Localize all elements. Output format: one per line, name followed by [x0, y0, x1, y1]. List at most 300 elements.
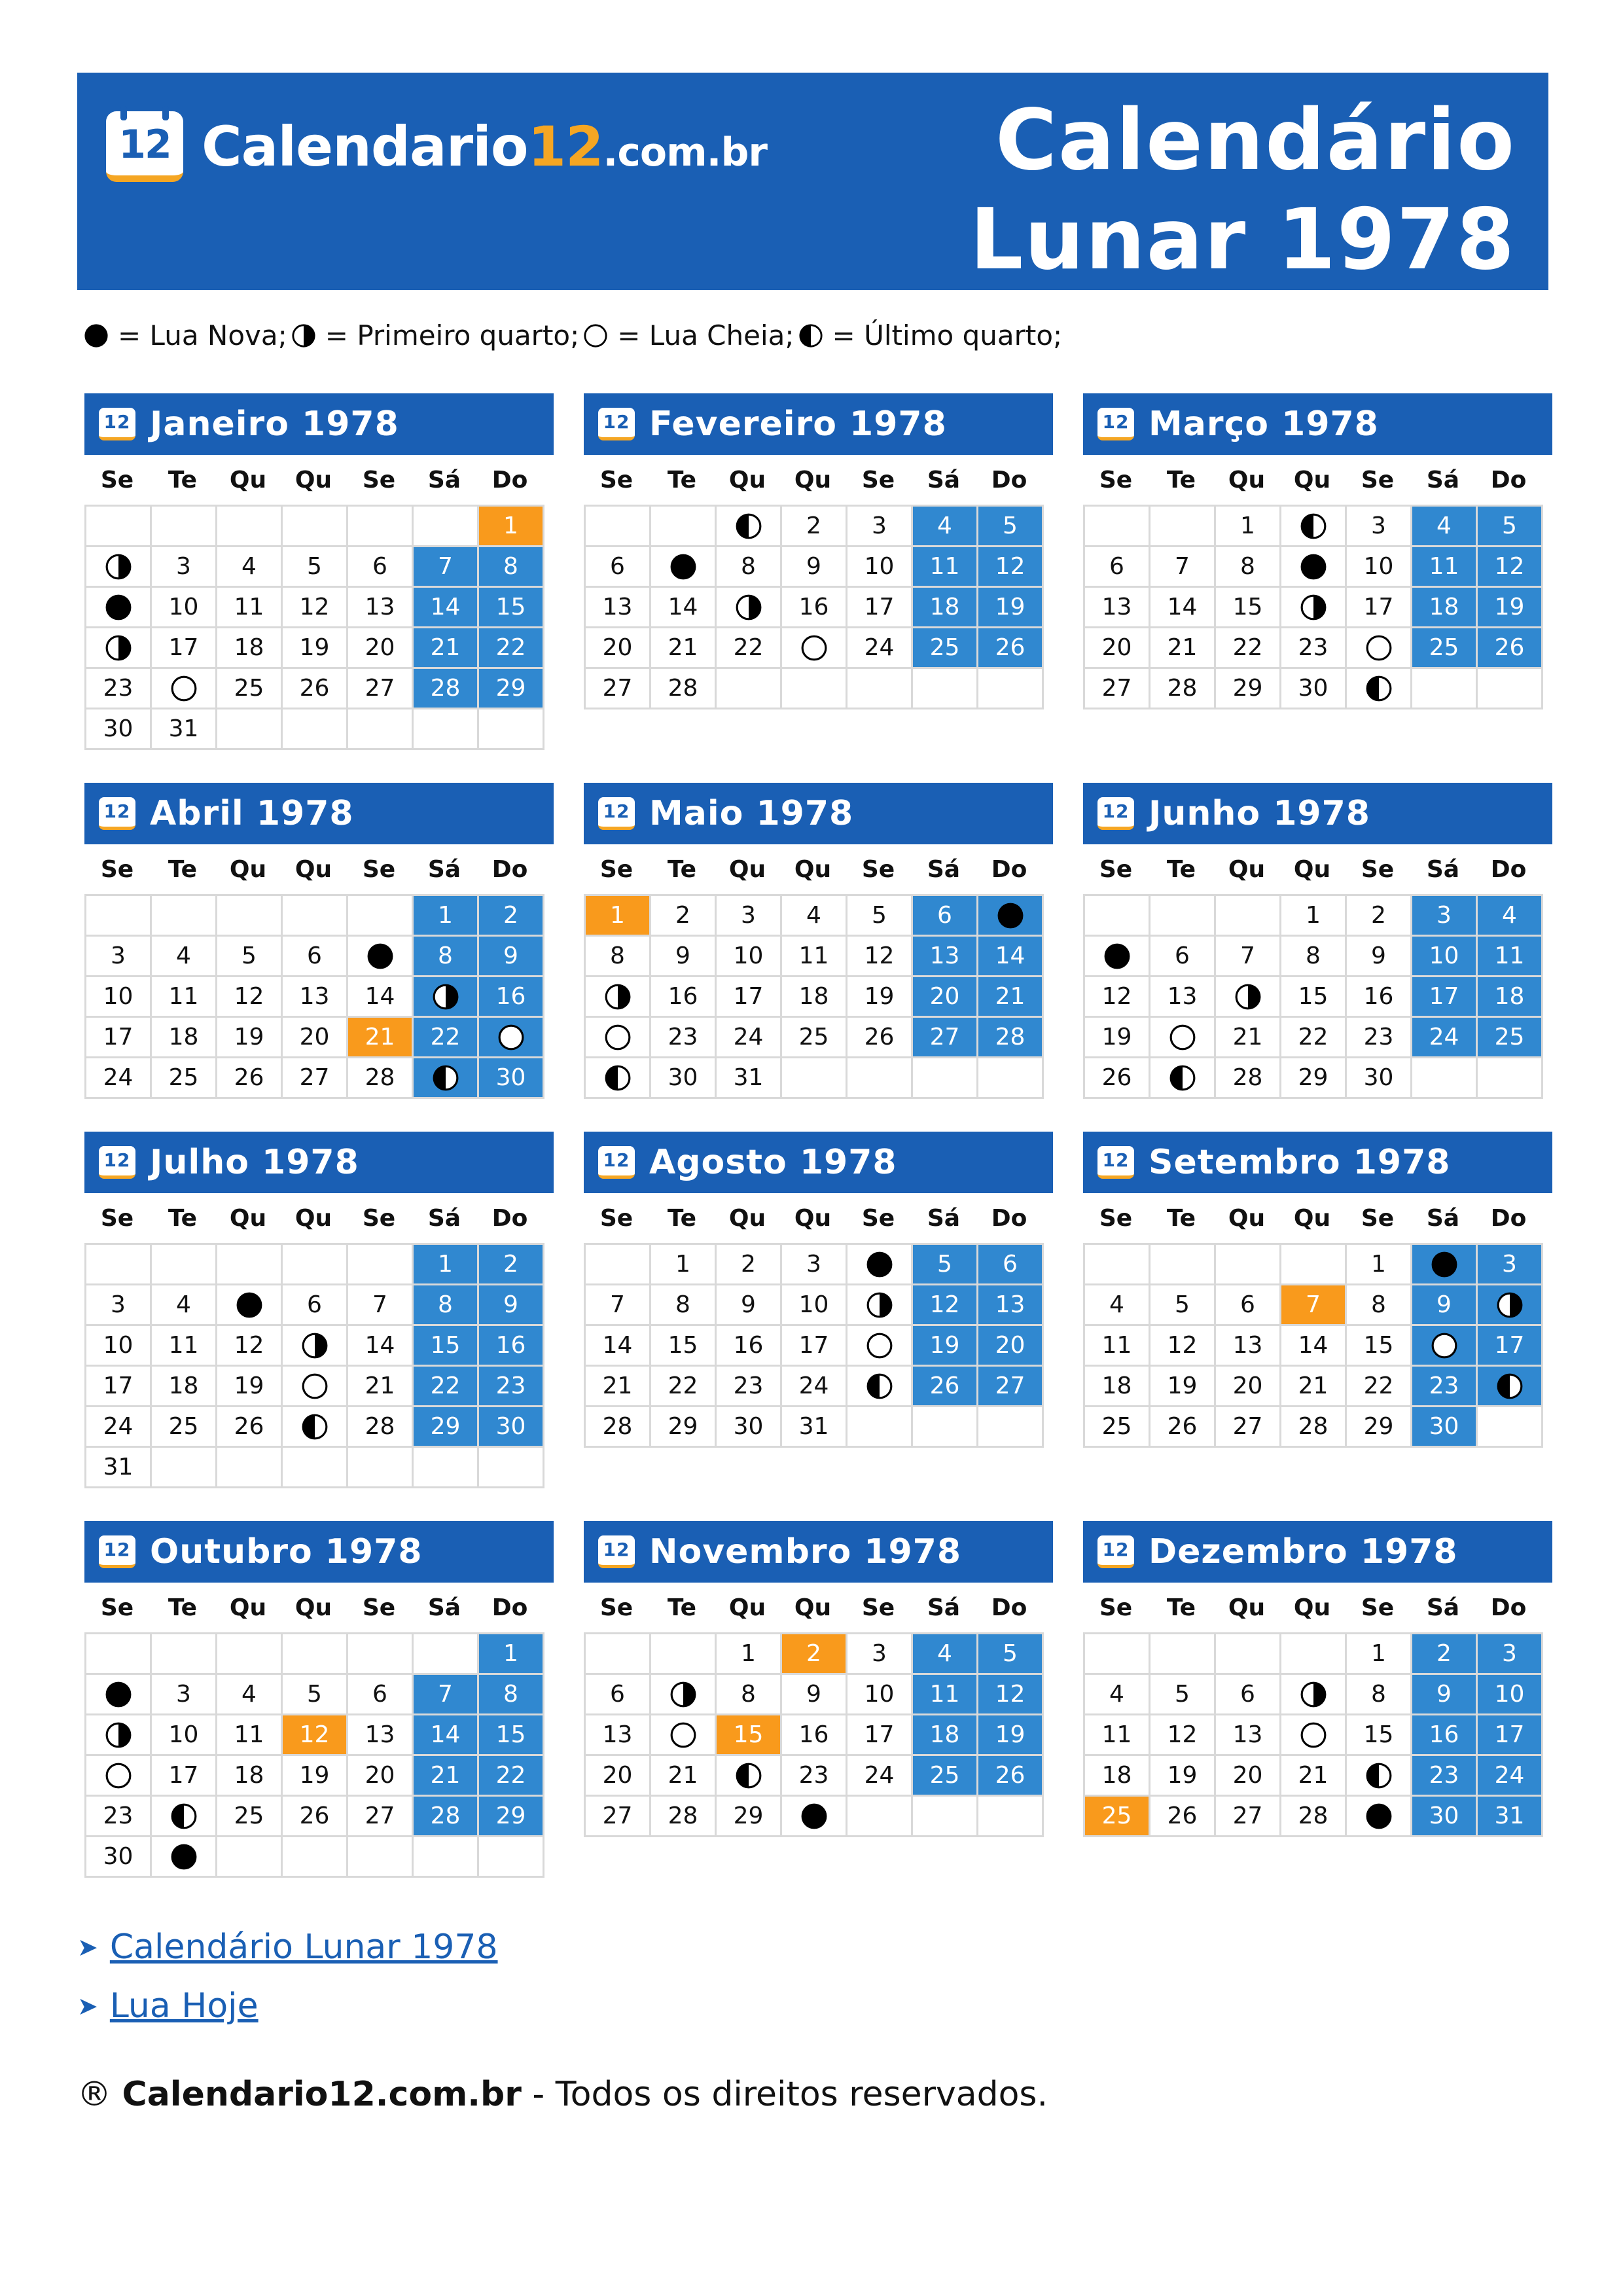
day-cell[interactable]: 27 — [586, 669, 651, 709]
day-cell[interactable]: 20 — [586, 1756, 651, 1797]
day-cell[interactable]: 8 — [651, 1285, 717, 1326]
day-cell[interactable]: 22 — [717, 628, 782, 669]
day-cell[interactable]: 27 — [586, 1797, 651, 1837]
day-cell[interactable]: 21 — [1216, 1018, 1281, 1058]
day-cell[interactable]: 5 — [283, 1675, 348, 1715]
day-cell[interactable] — [1150, 1058, 1216, 1099]
day-cell[interactable]: 28 — [348, 1407, 414, 1448]
day-cell[interactable] — [978, 896, 1044, 937]
day-cell[interactable] — [152, 1837, 217, 1878]
day-cell[interactable]: 11 — [217, 1715, 283, 1756]
day-cell[interactable]: 12 — [847, 937, 913, 977]
day-cell[interactable]: 9 — [1347, 937, 1412, 977]
day-cell[interactable]: 23 — [782, 1756, 847, 1797]
day-cell[interactable]: 12 — [978, 1675, 1044, 1715]
day-cell[interactable] — [1347, 669, 1412, 709]
day-cell[interactable]: 26 — [1085, 1058, 1150, 1099]
day-cell[interactable]: 27 — [348, 669, 414, 709]
day-cell[interactable] — [1347, 1756, 1412, 1797]
day-cell[interactable]: 7 — [348, 1285, 414, 1326]
day-cell[interactable]: 12 — [1478, 547, 1543, 588]
day-cell[interactable]: 10 — [847, 1675, 913, 1715]
day-cell[interactable]: 5 — [1150, 1285, 1216, 1326]
day-cell[interactable]: 3 — [86, 1285, 152, 1326]
day-cell[interactable]: 17 — [86, 1367, 152, 1407]
day-cell[interactable]: 27 — [978, 1367, 1044, 1407]
day-cell[interactable]: 14 — [1150, 588, 1216, 628]
day-cell[interactable]: 26 — [217, 1407, 283, 1448]
day-cell[interactable]: 13 — [978, 1285, 1044, 1326]
day-cell[interactable]: 10 — [782, 1285, 847, 1326]
day-cell[interactable]: 9 — [479, 1285, 544, 1326]
day-cell[interactable]: 16 — [651, 977, 717, 1018]
day-cell[interactable]: 7 — [414, 1675, 479, 1715]
day-cell[interactable] — [283, 1407, 348, 1448]
day-cell[interactable]: 14 — [348, 1326, 414, 1367]
day-cell[interactable]: 16 — [717, 1326, 782, 1367]
day-cell[interactable] — [86, 1756, 152, 1797]
day-cell[interactable]: 11 — [913, 1675, 978, 1715]
day-cell[interactable]: 17 — [1478, 1326, 1543, 1367]
day-cell[interactable]: 15 — [1281, 977, 1347, 1018]
day-cell[interactable]: 26 — [1150, 1407, 1216, 1448]
day-cell[interactable]: 3 — [1478, 1634, 1543, 1675]
day-cell[interactable]: 28 — [651, 1797, 717, 1837]
day-cell[interactable]: 1 — [414, 1245, 479, 1285]
day-cell[interactable]: 17 — [1412, 977, 1478, 1018]
day-cell[interactable]: 18 — [1085, 1756, 1150, 1797]
day-cell[interactable]: 7 — [414, 547, 479, 588]
day-cell[interactable]: 26 — [978, 1756, 1044, 1797]
link-moon-today[interactable]: Lua Hoje — [109, 1986, 259, 2026]
day-cell[interactable] — [479, 1018, 544, 1058]
day-cell[interactable]: 8 — [414, 1285, 479, 1326]
day-cell[interactable] — [1085, 937, 1150, 977]
day-cell[interactable]: 6 — [348, 547, 414, 588]
day-cell[interactable]: 28 — [1216, 1058, 1281, 1099]
day-cell[interactable]: 12 — [283, 1715, 348, 1756]
day-cell[interactable]: 21 — [1281, 1756, 1347, 1797]
day-cell[interactable] — [1150, 1018, 1216, 1058]
day-cell[interactable]: 9 — [717, 1285, 782, 1326]
day-cell[interactable]: 21 — [651, 1756, 717, 1797]
day-cell[interactable]: 13 — [1216, 1715, 1281, 1756]
day-cell[interactable] — [782, 628, 847, 669]
day-cell[interactable]: 4 — [1085, 1675, 1150, 1715]
day-cell[interactable]: 15 — [479, 1715, 544, 1756]
day-cell[interactable]: 20 — [586, 628, 651, 669]
day-cell[interactable]: 10 — [86, 977, 152, 1018]
day-cell[interactable]: 11 — [217, 588, 283, 628]
day-cell[interactable]: 25 — [217, 1797, 283, 1837]
day-cell[interactable]: 25 — [782, 1018, 847, 1058]
day-cell[interactable]: 8 — [717, 547, 782, 588]
day-cell[interactable]: 20 — [913, 977, 978, 1018]
day-cell[interactable]: 6 — [586, 1675, 651, 1715]
day-cell[interactable]: 20 — [348, 1756, 414, 1797]
day-cell[interactable]: 29 — [479, 1797, 544, 1837]
day-cell[interactable]: 10 — [152, 1715, 217, 1756]
day-cell[interactable]: 1 — [479, 507, 544, 547]
day-cell[interactable]: 19 — [913, 1326, 978, 1367]
day-cell[interactable]: 26 — [283, 1797, 348, 1837]
day-cell[interactable]: 7 — [586, 1285, 651, 1326]
day-cell[interactable]: 11 — [1085, 1326, 1150, 1367]
day-cell[interactable]: 15 — [414, 1326, 479, 1367]
day-cell[interactable]: 21 — [414, 1756, 479, 1797]
day-cell[interactable]: 28 — [586, 1407, 651, 1448]
day-cell[interactable]: 5 — [978, 507, 1044, 547]
day-cell[interactable]: 9 — [782, 1675, 847, 1715]
day-cell[interactable]: 7 — [1216, 937, 1281, 977]
day-cell[interactable] — [717, 588, 782, 628]
day-cell[interactable]: 8 — [479, 1675, 544, 1715]
day-cell[interactable]: 25 — [1478, 1018, 1543, 1058]
day-cell[interactable] — [86, 628, 152, 669]
day-cell[interactable]: 17 — [717, 977, 782, 1018]
day-cell[interactable] — [1347, 628, 1412, 669]
day-cell[interactable]: 8 — [1347, 1285, 1412, 1326]
day-cell[interactable]: 6 — [586, 547, 651, 588]
day-cell[interactable]: 2 — [479, 1245, 544, 1285]
day-cell[interactable] — [86, 547, 152, 588]
day-cell[interactable]: 12 — [217, 1326, 283, 1367]
day-cell[interactable]: 24 — [86, 1058, 152, 1099]
day-cell[interactable]: 17 — [847, 1715, 913, 1756]
day-cell[interactable]: 18 — [1478, 977, 1543, 1018]
day-cell[interactable]: 12 — [1085, 977, 1150, 1018]
day-cell[interactable]: 14 — [651, 588, 717, 628]
day-cell[interactable]: 12 — [283, 588, 348, 628]
day-cell[interactable]: 3 — [152, 1675, 217, 1715]
day-cell[interactable]: 17 — [1478, 1715, 1543, 1756]
day-cell[interactable]: 10 — [1347, 547, 1412, 588]
day-cell[interactable] — [283, 1367, 348, 1407]
day-cell[interactable]: 15 — [651, 1326, 717, 1367]
day-cell[interactable]: 26 — [847, 1018, 913, 1058]
day-cell[interactable]: 25 — [1412, 628, 1478, 669]
day-cell[interactable]: 26 — [913, 1367, 978, 1407]
day-cell[interactable]: 4 — [1085, 1285, 1150, 1326]
day-cell[interactable]: 22 — [414, 1018, 479, 1058]
day-cell[interactable]: 28 — [348, 1058, 414, 1099]
day-cell[interactable]: 26 — [1478, 628, 1543, 669]
day-cell[interactable]: 16 — [479, 977, 544, 1018]
day-cell[interactable]: 25 — [1085, 1407, 1150, 1448]
day-cell[interactable]: 18 — [1085, 1367, 1150, 1407]
day-cell[interactable]: 10 — [1478, 1675, 1543, 1715]
day-cell[interactable]: 18 — [1412, 588, 1478, 628]
day-cell[interactable]: 3 — [717, 896, 782, 937]
day-cell[interactable]: 14 — [978, 937, 1044, 977]
day-cell[interactable]: 1 — [479, 1634, 544, 1675]
day-cell[interactable]: 22 — [479, 628, 544, 669]
day-cell[interactable]: 6 — [283, 1285, 348, 1326]
day-cell[interactable]: 31 — [1478, 1797, 1543, 1837]
day-cell[interactable]: 25 — [913, 628, 978, 669]
day-cell[interactable]: 28 — [414, 669, 479, 709]
day-cell[interactable]: 4 — [913, 507, 978, 547]
day-cell[interactable]: 3 — [1347, 507, 1412, 547]
day-cell[interactable]: 4 — [782, 896, 847, 937]
day-cell[interactable]: 21 — [1150, 628, 1216, 669]
day-cell[interactable]: 24 — [1412, 1018, 1478, 1058]
day-cell[interactable]: 13 — [586, 588, 651, 628]
day-cell[interactable]: 5 — [1150, 1675, 1216, 1715]
day-cell[interactable]: 24 — [717, 1018, 782, 1058]
day-cell[interactable]: 30 — [1412, 1797, 1478, 1837]
day-cell[interactable]: 27 — [1216, 1407, 1281, 1448]
day-cell[interactable]: 23 — [86, 669, 152, 709]
day-cell[interactable]: 13 — [1216, 1326, 1281, 1367]
day-cell[interactable]: 8 — [586, 937, 651, 977]
day-cell[interactable]: 11 — [1412, 547, 1478, 588]
day-cell[interactable]: 22 — [1347, 1367, 1412, 1407]
day-cell[interactable]: 14 — [586, 1326, 651, 1367]
day-cell[interactable]: 4 — [152, 1285, 217, 1326]
day-cell[interactable]: 24 — [847, 1756, 913, 1797]
day-cell[interactable]: 19 — [283, 628, 348, 669]
day-cell[interactable]: 3 — [1478, 1245, 1543, 1285]
site-logo[interactable] — [106, 111, 767, 183]
day-cell[interactable]: 29 — [414, 1407, 479, 1448]
day-cell[interactable]: 29 — [651, 1407, 717, 1448]
day-cell[interactable] — [782, 1797, 847, 1837]
day-cell[interactable]: 8 — [1281, 937, 1347, 977]
day-cell[interactable]: 18 — [152, 1367, 217, 1407]
day-cell[interactable]: 24 — [1478, 1756, 1543, 1797]
day-cell[interactable]: 9 — [651, 937, 717, 977]
day-cell[interactable]: 22 — [479, 1756, 544, 1797]
day-cell[interactable]: 18 — [217, 1756, 283, 1797]
day-cell[interactable]: 23 — [717, 1367, 782, 1407]
day-cell[interactable] — [86, 1715, 152, 1756]
day-cell[interactable]: 15 — [717, 1715, 782, 1756]
day-cell[interactable] — [1478, 1285, 1543, 1326]
day-cell[interactable] — [86, 1675, 152, 1715]
day-cell[interactable]: 5 — [283, 547, 348, 588]
day-cell[interactable] — [414, 1058, 479, 1099]
day-cell[interactable] — [586, 1058, 651, 1099]
day-cell[interactable]: 2 — [782, 1634, 847, 1675]
day-cell[interactable]: 6 — [1085, 547, 1150, 588]
day-cell[interactable] — [651, 1715, 717, 1756]
day-cell[interactable] — [1478, 1367, 1543, 1407]
day-cell[interactable]: 28 — [414, 1797, 479, 1837]
day-cell[interactable]: 30 — [86, 709, 152, 750]
day-cell[interactable]: 27 — [283, 1058, 348, 1099]
day-cell[interactable] — [717, 507, 782, 547]
day-cell[interactable]: 13 — [913, 937, 978, 977]
day-cell[interactable]: 14 — [1281, 1326, 1347, 1367]
day-cell[interactable]: 10 — [86, 1326, 152, 1367]
day-cell[interactable]: 6 — [348, 1675, 414, 1715]
day-cell[interactable] — [1281, 588, 1347, 628]
day-cell[interactable]: 3 — [1412, 896, 1478, 937]
day-cell[interactable]: 12 — [1150, 1326, 1216, 1367]
day-cell[interactable] — [1347, 1797, 1412, 1837]
day-cell[interactable]: 4 — [217, 547, 283, 588]
day-cell[interactable]: 27 — [348, 1797, 414, 1837]
day-cell[interactable] — [348, 937, 414, 977]
day-cell[interactable]: 16 — [1347, 977, 1412, 1018]
day-cell[interactable]: 10 — [152, 588, 217, 628]
day-cell[interactable]: 19 — [1085, 1018, 1150, 1058]
day-cell[interactable]: 6 — [1216, 1675, 1281, 1715]
day-cell[interactable]: 14 — [414, 588, 479, 628]
day-cell[interactable] — [1412, 1326, 1478, 1367]
day-cell[interactable]: 5 — [847, 896, 913, 937]
day-cell[interactable]: 9 — [782, 547, 847, 588]
day-cell[interactable]: 1 — [1216, 507, 1281, 547]
day-cell[interactable]: 8 — [1347, 1675, 1412, 1715]
day-cell[interactable]: 27 — [913, 1018, 978, 1058]
day-cell[interactable]: 21 — [1281, 1367, 1347, 1407]
day-cell[interactable]: 3 — [86, 937, 152, 977]
day-cell[interactable]: 13 — [586, 1715, 651, 1756]
day-cell[interactable] — [651, 1675, 717, 1715]
day-cell[interactable]: 11 — [1085, 1715, 1150, 1756]
day-cell[interactable]: 19 — [847, 977, 913, 1018]
day-cell[interactable]: 29 — [1347, 1407, 1412, 1448]
day-cell[interactable] — [1281, 1715, 1347, 1756]
day-cell[interactable]: 6 — [978, 1245, 1044, 1285]
day-cell[interactable] — [1412, 1245, 1478, 1285]
day-cell[interactable] — [86, 588, 152, 628]
day-cell[interactable]: 20 — [978, 1326, 1044, 1367]
day-cell[interactable]: 25 — [152, 1407, 217, 1448]
day-cell[interactable]: 20 — [283, 1018, 348, 1058]
day-cell[interactable]: 23 — [1347, 1018, 1412, 1058]
day-cell[interactable]: 15 — [1347, 1326, 1412, 1367]
day-cell[interactable]: 14 — [414, 1715, 479, 1756]
day-cell[interactable]: 19 — [283, 1756, 348, 1797]
day-cell[interactable]: 16 — [782, 1715, 847, 1756]
day-cell[interactable]: 2 — [782, 507, 847, 547]
day-cell[interactable]: 10 — [1412, 937, 1478, 977]
day-cell[interactable]: 28 — [1150, 669, 1216, 709]
day-cell[interactable] — [717, 1756, 782, 1797]
day-cell[interactable]: 9 — [479, 937, 544, 977]
day-cell[interactable]: 27 — [1216, 1797, 1281, 1837]
day-cell[interactable]: 25 — [217, 669, 283, 709]
day-cell[interactable]: 8 — [717, 1675, 782, 1715]
day-cell[interactable]: 17 — [152, 1756, 217, 1797]
day-cell[interactable]: 1 — [586, 896, 651, 937]
day-cell[interactable]: 25 — [1085, 1797, 1150, 1837]
day-cell[interactable]: 2 — [1347, 896, 1412, 937]
day-cell[interactable]: 2 — [717, 1245, 782, 1285]
link-lunar-calendar[interactable]: Calendário Lunar 1978 — [109, 1928, 498, 1967]
day-cell[interactable] — [651, 547, 717, 588]
day-cell[interactable]: 22 — [1216, 628, 1281, 669]
day-cell[interactable]: 20 — [1085, 628, 1150, 669]
day-cell[interactable]: 21 — [586, 1367, 651, 1407]
day-cell[interactable]: 20 — [1216, 1367, 1281, 1407]
day-cell[interactable]: 28 — [651, 669, 717, 709]
day-cell[interactable]: 3 — [152, 547, 217, 588]
day-cell[interactable]: 17 — [782, 1326, 847, 1367]
day-cell[interactable]: 1 — [1347, 1245, 1412, 1285]
day-cell[interactable] — [217, 1285, 283, 1326]
day-cell[interactable]: 18 — [152, 1018, 217, 1058]
day-cell[interactable]: 3 — [847, 507, 913, 547]
day-cell[interactable]: 31 — [86, 1448, 152, 1488]
day-cell[interactable]: 7 — [1150, 547, 1216, 588]
day-cell[interactable] — [152, 1797, 217, 1837]
day-cell[interactable]: 12 — [978, 547, 1044, 588]
day-cell[interactable]: 13 — [1150, 977, 1216, 1018]
day-cell[interactable]: 4 — [1478, 896, 1543, 937]
day-cell[interactable]: 18 — [913, 1715, 978, 1756]
day-cell[interactable]: 21 — [348, 1367, 414, 1407]
day-cell[interactable]: 30 — [1281, 669, 1347, 709]
day-cell[interactable] — [847, 1326, 913, 1367]
day-cell[interactable]: 30 — [479, 1058, 544, 1099]
day-cell[interactable]: 18 — [782, 977, 847, 1018]
day-cell[interactable]: 26 — [217, 1058, 283, 1099]
day-cell[interactable]: 15 — [1347, 1715, 1412, 1756]
day-cell[interactable]: 1 — [1281, 896, 1347, 937]
day-cell[interactable] — [1281, 507, 1347, 547]
day-cell[interactable]: 1 — [651, 1245, 717, 1285]
day-cell[interactable]: 25 — [152, 1058, 217, 1099]
day-cell[interactable] — [1216, 977, 1281, 1018]
day-cell[interactable]: 15 — [1216, 588, 1281, 628]
day-cell[interactable]: 21 — [348, 1018, 414, 1058]
day-cell[interactable]: 4 — [1412, 507, 1478, 547]
day-cell[interactable] — [847, 1245, 913, 1285]
day-cell[interactable]: 4 — [913, 1634, 978, 1675]
day-cell[interactable]: 28 — [978, 1018, 1044, 1058]
day-cell[interactable]: 19 — [217, 1367, 283, 1407]
day-cell[interactable]: 2 — [651, 896, 717, 937]
day-cell[interactable]: 17 — [86, 1018, 152, 1058]
day-cell[interactable]: 13 — [283, 977, 348, 1018]
day-cell[interactable] — [586, 977, 651, 1018]
day-cell[interactable]: 6 — [1216, 1285, 1281, 1326]
day-cell[interactable]: 19 — [1150, 1367, 1216, 1407]
day-cell[interactable]: 6 — [1150, 937, 1216, 977]
day-cell[interactable]: 28 — [1281, 1797, 1347, 1837]
day-cell[interactable]: 13 — [1085, 588, 1150, 628]
day-cell[interactable]: 2 — [1412, 1634, 1478, 1675]
day-cell[interactable] — [847, 1367, 913, 1407]
day-cell[interactable] — [847, 1285, 913, 1326]
day-cell[interactable]: 22 — [651, 1367, 717, 1407]
day-cell[interactable]: 19 — [1478, 588, 1543, 628]
day-cell[interactable]: 13 — [348, 588, 414, 628]
day-cell[interactable] — [586, 1018, 651, 1058]
day-cell[interactable]: 23 — [1412, 1756, 1478, 1797]
day-cell[interactable]: 4 — [152, 937, 217, 977]
day-cell[interactable]: 30 — [717, 1407, 782, 1448]
day-cell[interactable]: 11 — [152, 977, 217, 1018]
day-cell[interactable]: 21 — [414, 628, 479, 669]
day-cell[interactable]: 2 — [479, 896, 544, 937]
day-cell[interactable]: 26 — [978, 628, 1044, 669]
day-cell[interactable]: 17 — [152, 628, 217, 669]
day-cell[interactable]: 8 — [414, 937, 479, 977]
day-cell[interactable]: 11 — [913, 547, 978, 588]
day-cell[interactable]: 18 — [913, 588, 978, 628]
day-cell[interactable]: 24 — [86, 1407, 152, 1448]
day-cell[interactable]: 12 — [217, 977, 283, 1018]
day-cell[interactable]: 5 — [217, 937, 283, 977]
day-cell[interactable]: 3 — [847, 1634, 913, 1675]
day-cell[interactable]: 27 — [1085, 669, 1150, 709]
day-cell[interactable]: 28 — [1281, 1407, 1347, 1448]
